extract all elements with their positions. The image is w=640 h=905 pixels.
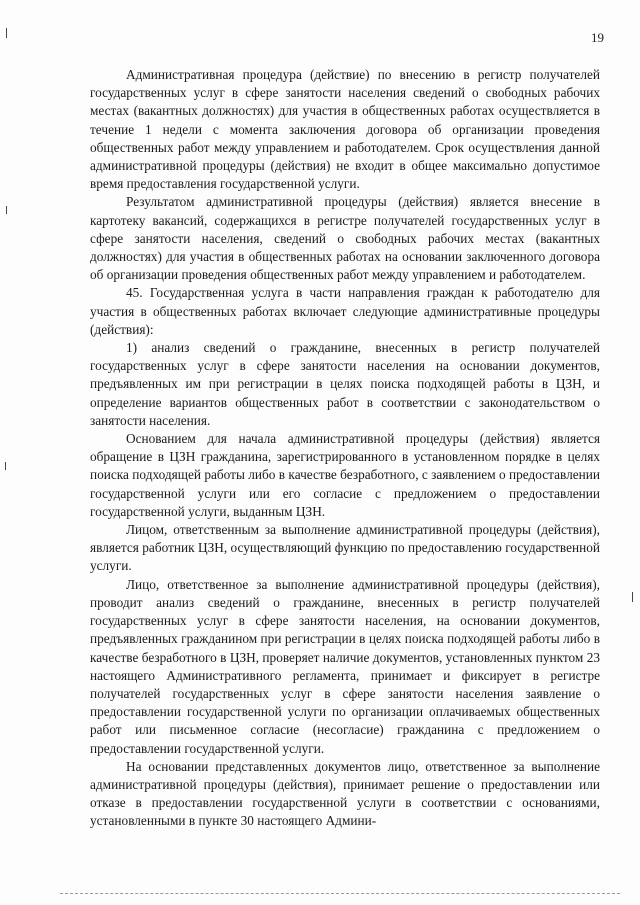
scan-edge-mark — [632, 592, 633, 602]
paragraph: Результатом административной процедуры (действия) является внесение в картотеку вакансий, содержащихся в регистре получателей государственных услуг в сфере занятости населения, сведений о свободных рабочих местах (вакантных должностях) для участия в общественных работах на основании заключенного договора об организации проведения общественных работ между управлением и работодателем. — [90, 194, 600, 283]
paragraph: Лицом, ответственным за выполнение административной процедуры (действия), является работник ЦЗН, осуществляющий функцию по предоставлению государственной услуги. — [90, 522, 600, 574]
paragraph: 1) анализ сведений о гражданине, внесенных в регистр получателей государственных услуг в сфере занятости населения на основании документов, предъявленных им при регистрации в целях поиска подходящей работы в ЦЗН, и определение вариантов общественных работ в соответствии с законодательством о занятости населения. — [90, 340, 600, 428]
document-body — [90, 66, 600, 831]
scan-edge-mark — [6, 28, 7, 38]
paragraph: Административная процедура (действие) по внесению в регистр получателей государственных услуг в сфере занятости населения сведений о свободных рабочих местах (вакантных должностях) для участия в общественных работах осуществляется в течение 1 недели с момента заключения договора об организации проведения общественных работ между управлением и работодателем. Срок осуществления данной административной процедуры (действия) не входит в общее максимально допустимое время предоставления государственной услуги. — [90, 67, 600, 192]
scan-edge-mark — [6, 206, 7, 214]
paragraph: Основанием для начала административной процедуры (действия) является обращение в ЦЗН гражданина, зарегистрированного в установленном порядке в целях поиска подходящей работы либо в качестве безработного, с заявлением о предоставлении государственной услуги или его согласие с предложением о предоставлении государственной услуги, выданным ЦЗН. — [90, 431, 600, 519]
scan-edge-mark — [5, 462, 6, 470]
paragraph: Лицо, ответственное за выполнение административной процедуры (действия), проводит анализ сведений о гражданине, внесенных в регистр получателей государственных услуг в сфере занятости населения, на основании документов, предъявленных гражданином при регистрации в целях поиска подходящей работы либо в качестве безработного в ЦЗН, проверяет наличие документов, установленных пунктом 23 настоящего Административного регламента, принимает и фиксирует в регистре получателей государственных услуг в сфере занятости населения заявление о предоставлении государственной услуги по организации оплачиваемых общественных работ или письменное согласие (несогласие) гражданина с предложением о предоставлении государственной услуги. — [90, 576, 600, 756]
paragraph: На основании представленных документов лицо, ответственное за выполнение административной процедуры (действия), принимает решение о предоставлении или отказе в предоставлении государственной услуги в соответствии с основаниями, установленными в пункте 30 настоящего Админи- — [90, 758, 600, 829]
page-number: 19 — [591, 30, 604, 45]
scan-bottom-edge — [60, 893, 620, 894]
paragraph: 45. Государственная услуга в части направления граждан к работодателю для участия в общественных работах включает следующие административные процедуры (действия): — [90, 285, 600, 337]
